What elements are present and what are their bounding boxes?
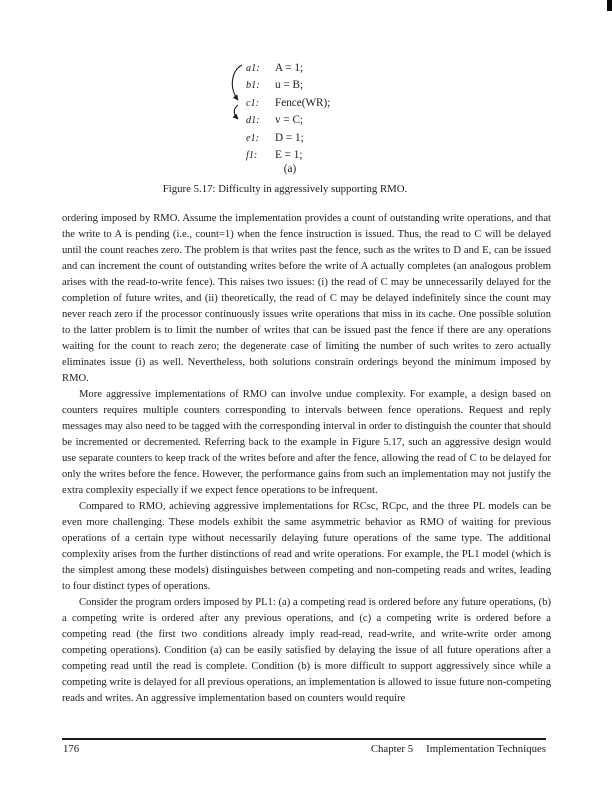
footer-rule <box>62 738 546 740</box>
code-line <box>246 60 330 77</box>
code-statement: E = 1; <box>275 148 303 161</box>
footer-chapter-label: Chapter 5 <box>370 743 414 755</box>
code-line <box>246 130 330 147</box>
running-head <box>62 743 546 755</box>
body-paragraph: Consider the program orders imposed by PL1: (a) a competing read is ordered before any future operations, (b) a competing write is ordered after any previous operations, and (c) a competing write is ordered before a competing read (the first two conditions already imply read-read, read-write, and write-write order among competing operations). Condition (a) can be easily satisfied by delaying the issue of all future operations after a competing read until the read is complete. Condition (b) is more difficult to support aggressively since while a competing write is delayed for all previous operations, an implementation is allowed to issue future non-competing reads and writes. An aggressive implementation based on counters would require <box>62 597 551 704</box>
code-label: b1: <box>246 80 260 92</box>
order-arrow-a1-to-c1 <box>232 65 242 100</box>
footer-chapter-title: Implementation Techniques <box>426 743 546 755</box>
code-label: d1: <box>246 115 260 127</box>
scan-artifact-corner <box>607 0 612 11</box>
code-statement: A = 1; <box>275 62 304 74</box>
code-label: f1: <box>246 149 258 161</box>
body-paragraph: ordering imposed by RMO. Assume the implementation provides a count of outstanding write operations, and that the write to A is pending (i.e., count=1) when the fence instruction is issued. Thus, the read to C will be delayed until the count reaches zero. The problem is that writes past the fence, such as the writes to D and E, can be issued and can increment the count of outstanding writes before the write of A actually completes (an analogous problem arises with the read-to-write fence). This raises two issues: (i) the read of C may be unnecessarily delayed for the completion of future writes, and (ii) theoretically, the read of C may be delayed indefinitely since the count may never reach zero if the processor continuously issues write operations that miss in its cache. One possible solution to the latter problem is to limit the number of writes that can be issued past the fence if there are any operations waiting for the count to reach zero; the degenerate case of limiting the number of such writes to zero actually eliminates issue (i) as well. Nevertheless, both solutions constrain orderings beyond the minimum imposed by RMO. <box>62 213 551 384</box>
figure-caption: Figure 5.17: Difficulty in aggressively supporting RMO. <box>162 183 408 195</box>
body-paragraph: More aggressive implementations of RMO can involve undue complexity. For example, a design based on counters requires multiple counters corresponding to intervals between fence operations. Request and reply messages may also need to be tagged with the corresponding interval in order to distinguish the counter that should be incremented or decremented. Referring back to the example in Figure 5.17, such an aggressive design would use separate counters to keep track of the writes before and after the fence, allowing the read of C to be delayed for only the writes before the fence. However, the performance gains from such an implementation may not justify the extra complexity especially if we expect fence operations to be infrequent. <box>62 389 551 496</box>
body-paragraph: Compared to RMO, achieving aggressive implementations for RCsc, RCpc, and the three PL models can be even more challenging. These models exhibit the same asymmetric behavior as RMO of waiting for previous operations of a certain type without necessarily delaying future operations of the same type. The additional complexity arises from the further distinctions of read and write operations. For example, the PL1 model (which is the simplest among these models) distinguishes between competing and non-competing reads and writes, leading to four distinct types of operations. <box>62 501 551 592</box>
code-line <box>246 95 330 112</box>
code-line <box>246 112 330 129</box>
code-statement: v = C; <box>275 114 304 127</box>
code-label: a1: <box>246 63 260 74</box>
page-number: 176 <box>63 743 80 755</box>
order-arrow-c1-to-d1 <box>234 105 238 119</box>
code-statement: D = 1; <box>275 131 304 144</box>
code-line <box>246 77 330 94</box>
page-body-text <box>62 211 551 707</box>
figure-panel-label: (a) <box>283 163 297 175</box>
code-listing <box>246 60 330 164</box>
code-line <box>246 147 330 164</box>
code-label: e1: <box>246 132 260 144</box>
code-label: c1: <box>246 97 260 109</box>
code-statement: u = B; <box>275 79 304 92</box>
code-statement: Fence(WR); <box>275 96 331 109</box>
